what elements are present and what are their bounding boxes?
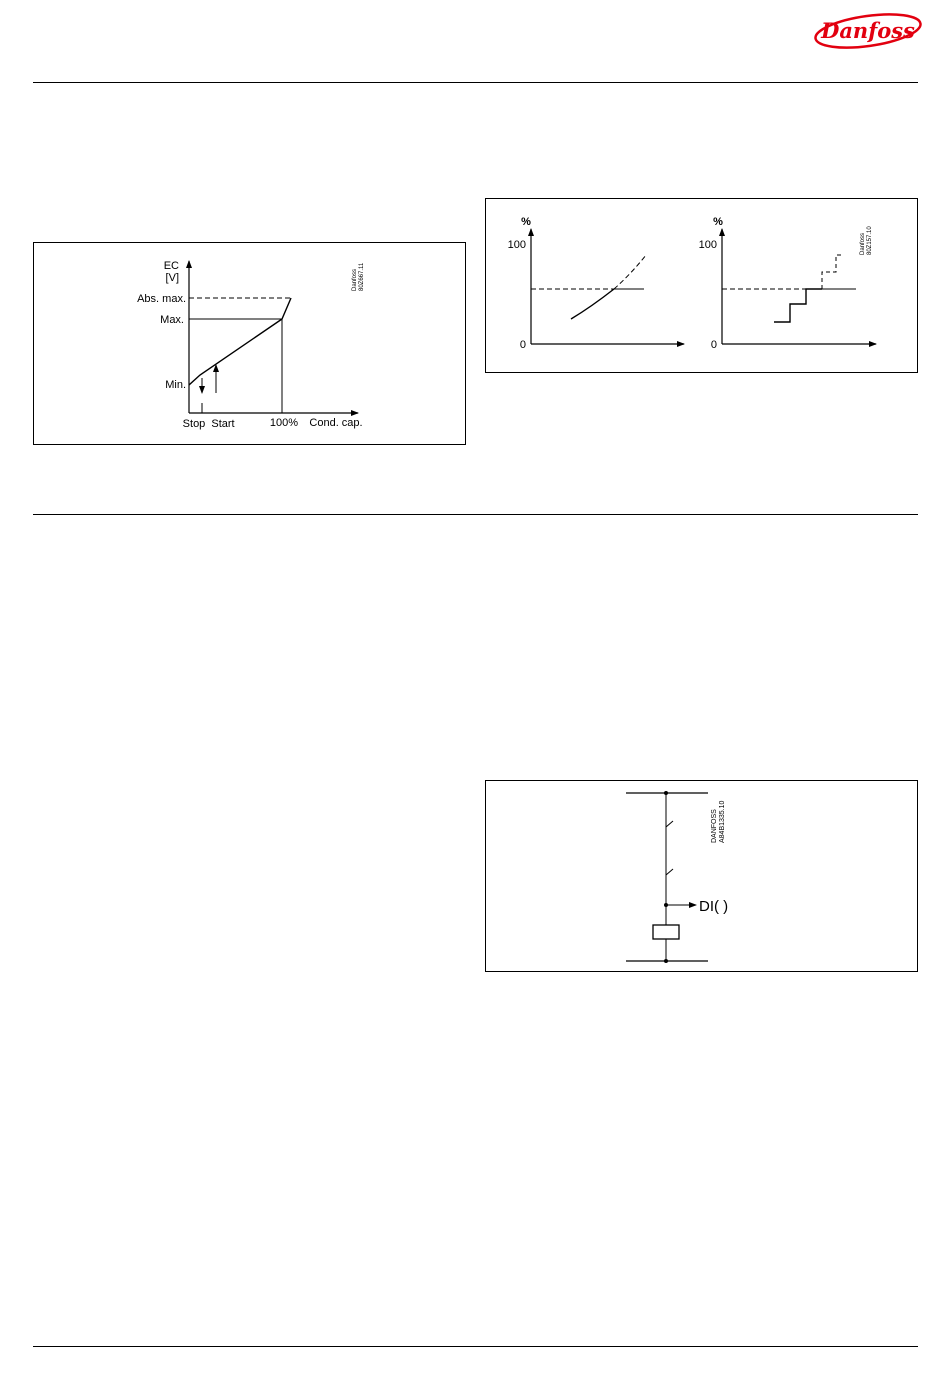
label-min: Min. xyxy=(165,379,186,391)
label-abs-max: Abs. max. xyxy=(137,293,186,305)
figure-capacity-curves xyxy=(485,198,918,373)
switch-1-tick xyxy=(666,821,673,827)
right-step-curve xyxy=(774,289,822,322)
drawing-code-line1: Danfoss xyxy=(352,268,358,291)
ec-ramp-line xyxy=(189,298,291,385)
capacity-curves-diagram xyxy=(486,199,917,372)
circuit-code-line1: DANFOSS xyxy=(711,809,718,843)
y-axis-label-unit: [V] xyxy=(165,272,179,284)
ec-capacity-diagram xyxy=(34,243,465,444)
left-y-100: 100 xyxy=(507,239,526,251)
y-axis-label-ec: EC xyxy=(163,260,179,272)
capacity-code-line1: Danfoss xyxy=(860,232,866,255)
right-plot xyxy=(699,216,876,351)
right-y-0: 0 xyxy=(710,339,717,351)
danfoss-logo xyxy=(812,12,924,50)
label-stop: Stop xyxy=(182,418,206,430)
bottom-junction xyxy=(664,959,668,963)
left-y-0: 0 xyxy=(519,339,526,351)
section-divider xyxy=(33,514,918,515)
header-rule xyxy=(33,82,918,83)
left-plot xyxy=(508,216,684,351)
capacity-code-line2: 80Z157.10 xyxy=(867,226,873,255)
label-max: Max. xyxy=(160,314,184,326)
right-y-unit: % xyxy=(713,216,723,228)
right-y-100: 100 xyxy=(698,239,717,251)
left-y-unit: % xyxy=(521,216,531,228)
figure-safety-circuit xyxy=(485,780,918,972)
safety-circuit-diagram xyxy=(486,781,917,971)
figure-ec-capacity xyxy=(33,242,466,445)
capacity-drawing-code xyxy=(860,226,873,255)
circuit-code-line2: A84B1335.10 xyxy=(719,800,726,843)
di-input-label: DI( ) xyxy=(699,898,729,915)
footer-rule xyxy=(33,1346,918,1347)
logo-text: Danfoss xyxy=(821,18,915,43)
relay-coil xyxy=(653,925,679,939)
circuit-drawing-code xyxy=(711,800,726,843)
x-axis-label: Cond. cap. xyxy=(309,417,363,429)
switch-2-tick xyxy=(666,869,673,875)
label-start: Start xyxy=(211,418,235,430)
drawing-code xyxy=(352,262,365,291)
label-100-percent: 100% xyxy=(269,417,299,429)
left-capacity-curve-dashed xyxy=(614,255,646,289)
left-capacity-curve xyxy=(571,289,614,319)
drawing-code-line2: 80Z667.11 xyxy=(359,262,365,291)
right-step-curve-dashed xyxy=(822,255,842,289)
